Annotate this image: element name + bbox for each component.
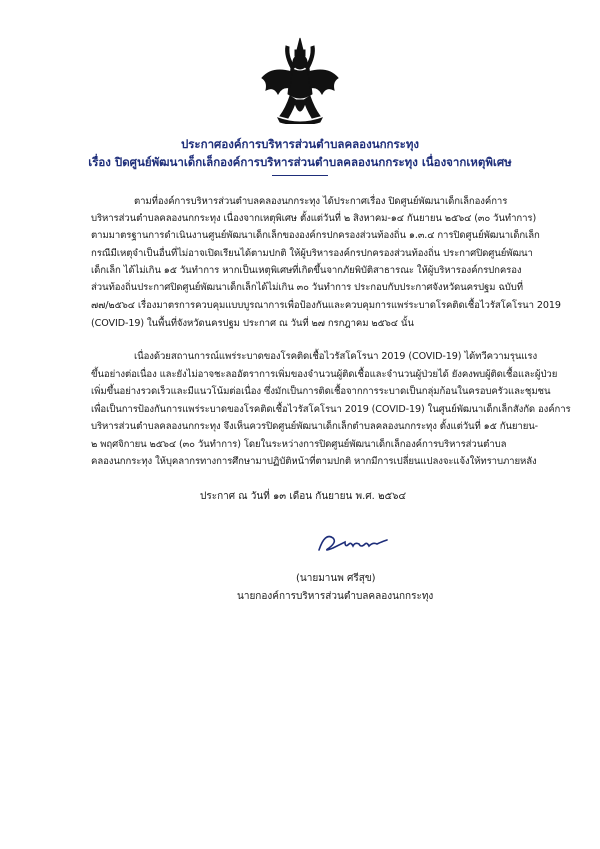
paragraph-2-line: เนื่องด้วยสถานการณ์แพร่ระบาดของโรคติดเชื้อไวรัสโคโรนา 2019 (COVID-19) ได้ทวีความรุนแรง [134,351,538,362]
paragraph-1-line: ตามที่องค์การบริหารส่วนตำบลคลองนกกระทุง ได้ประกาศเรื่อง ปิดศูนย์พัฒนาเด็กเล็กองค์การ [134,196,508,207]
signer-name: (นายมานพ ศรีสุข) [296,573,376,584]
paragraph-1-line: บริหารส่วนตำบลคลองนกกระทุง เนื่องจากเหตุพิเศษ ตั้งแต่วันที่ ๒ สิงหาคม-๑๔ กันยายน ๒๕๖๔ (๓๐ วันทำการ) [91,213,537,224]
title-divider [272,175,328,176]
paragraph-2-line: บริหารส่วนตำบลคลองนกกระทุง จึงเห็นควรปิดศูนย์พัฒนาเด็กเล็กตำบลคลองนกกระทุง ตั้งแต่วันที่ ๑๕ กันยายน- [91,421,539,432]
paragraph-1-line: ตามมาตรฐานการดำเนินงานศูนย์พัฒนาเด็กเล็กขององค์กรปกครองส่วนท้องถิ่น ๑.๓.๔ การปิดศูนย์พัฒนาเด็กเล็ก [91,230,540,241]
paragraph-2-line: เพิ่มขึ้นอย่างรวดเร็วและมีแนวโน้มต่อเนื่อง ซึ่งมักเป็นการติดเชื้อจากการระบาดเป็นกลุ่มก้อนในครอบครัวและชุมชน [91,386,551,397]
paragraph-2-line: ๒ พฤศจิกายน ๒๕๖๔ (๓๐ วันทำการ) โดยในระหว่างการปิดศูนย์พัฒนาเด็กเล็กองค์การบริหารส่วนตำบล [91,439,507,450]
paragraph-1-line: กรณีมีเหตุจำเป็นอื่นที่ไม่อาจเปิดเรียนได้ตามปกติ ให้ผู้บริหารองค์กรปกครองส่วนท้องถิ่น ประกาศปิดศูนย์พัฒนา [91,248,533,259]
paragraph-1-line: ส่วนท้องถิ่นประกาศปิดศูนย์พัฒนาเด็กเล็กได้ไม่เกิน ๓๐ วันทำการ ประกอบกับประกาศจังหวัดนครปฐม ฉบับที่ [91,282,523,293]
paragraph-1-line: เด็กเล็ก ได้ไม่เกิน ๑๕ วันทำการ หากเป็นเหตุพิเศษที่เกิดขึ้นจากภัยพิบัติสาธารณะ ให้ผู้บริหารองค์กรปกครอง [91,265,522,276]
paragraph-2-line: ขึ้นอย่างต่อเนื่อง และยังไม่อาจชะลออัตราการเพิ่มของจำนวนผู้ติดเชื้อและจำนวนผู้ป่วยได้ ยังคงพบผู้ติดเชื้อและผู้ป่วย [91,369,558,380]
paragraph-2-line: เพื่อเป็นการป้องกันการแพร่ระบาดของโรคติดเชื้อไวรัสโคโรนา 2019 (COVID-19) ในศูนย์พัฒนาเด็กเล็กสังกัด องค์การ [91,404,571,415]
signer-position: นายกองค์การบริหารส่วนตำบลคลองนกกระทุง [237,591,434,602]
paragraph-2-line: คลองนกกระทุง ให้บุคลากรทางการศึกษามาปฏิบัติหน้าที่ตามปกติ หากมีการเปลี่ยนแปลงจะแจ้งให้ทราบภายหลัง [91,456,537,467]
signature-icon [315,528,395,558]
announcement-date: ประกาศ ณ วันที่ ๑๓ เดือน กันยายน พ.ศ. ๒๕๖๔ [200,491,407,502]
announcement-title: ประกาศองค์การบริหารส่วนตำบลคลองนกกระทุง [180,137,420,151]
garuda-emblem-icon [258,36,342,124]
paragraph-1-line: (COVID-19) ในพื้นที่จังหวัดนครปฐม ประกาศ ณ วันที่ ๒๗ กรกฎาคม ๒๕๖๔ นั้น [91,318,414,329]
paragraph-1-line: ๗๗/๒๕๖๔ เรื่องมาตรการควบคุมแบบบูรณาการเพื่อป้องกันและควบคุมการแพร่ระบาดโรคติดเชื้อไวรัสโคโรนา 2019 [91,300,561,311]
announcement-subject: เรื่อง ปิดศูนย์พัฒนาเด็กเล็กองค์การบริหารส่วนตำบลคลองนกกระทุง เนื่องจากเหตุพิเศษ [88,155,512,169]
